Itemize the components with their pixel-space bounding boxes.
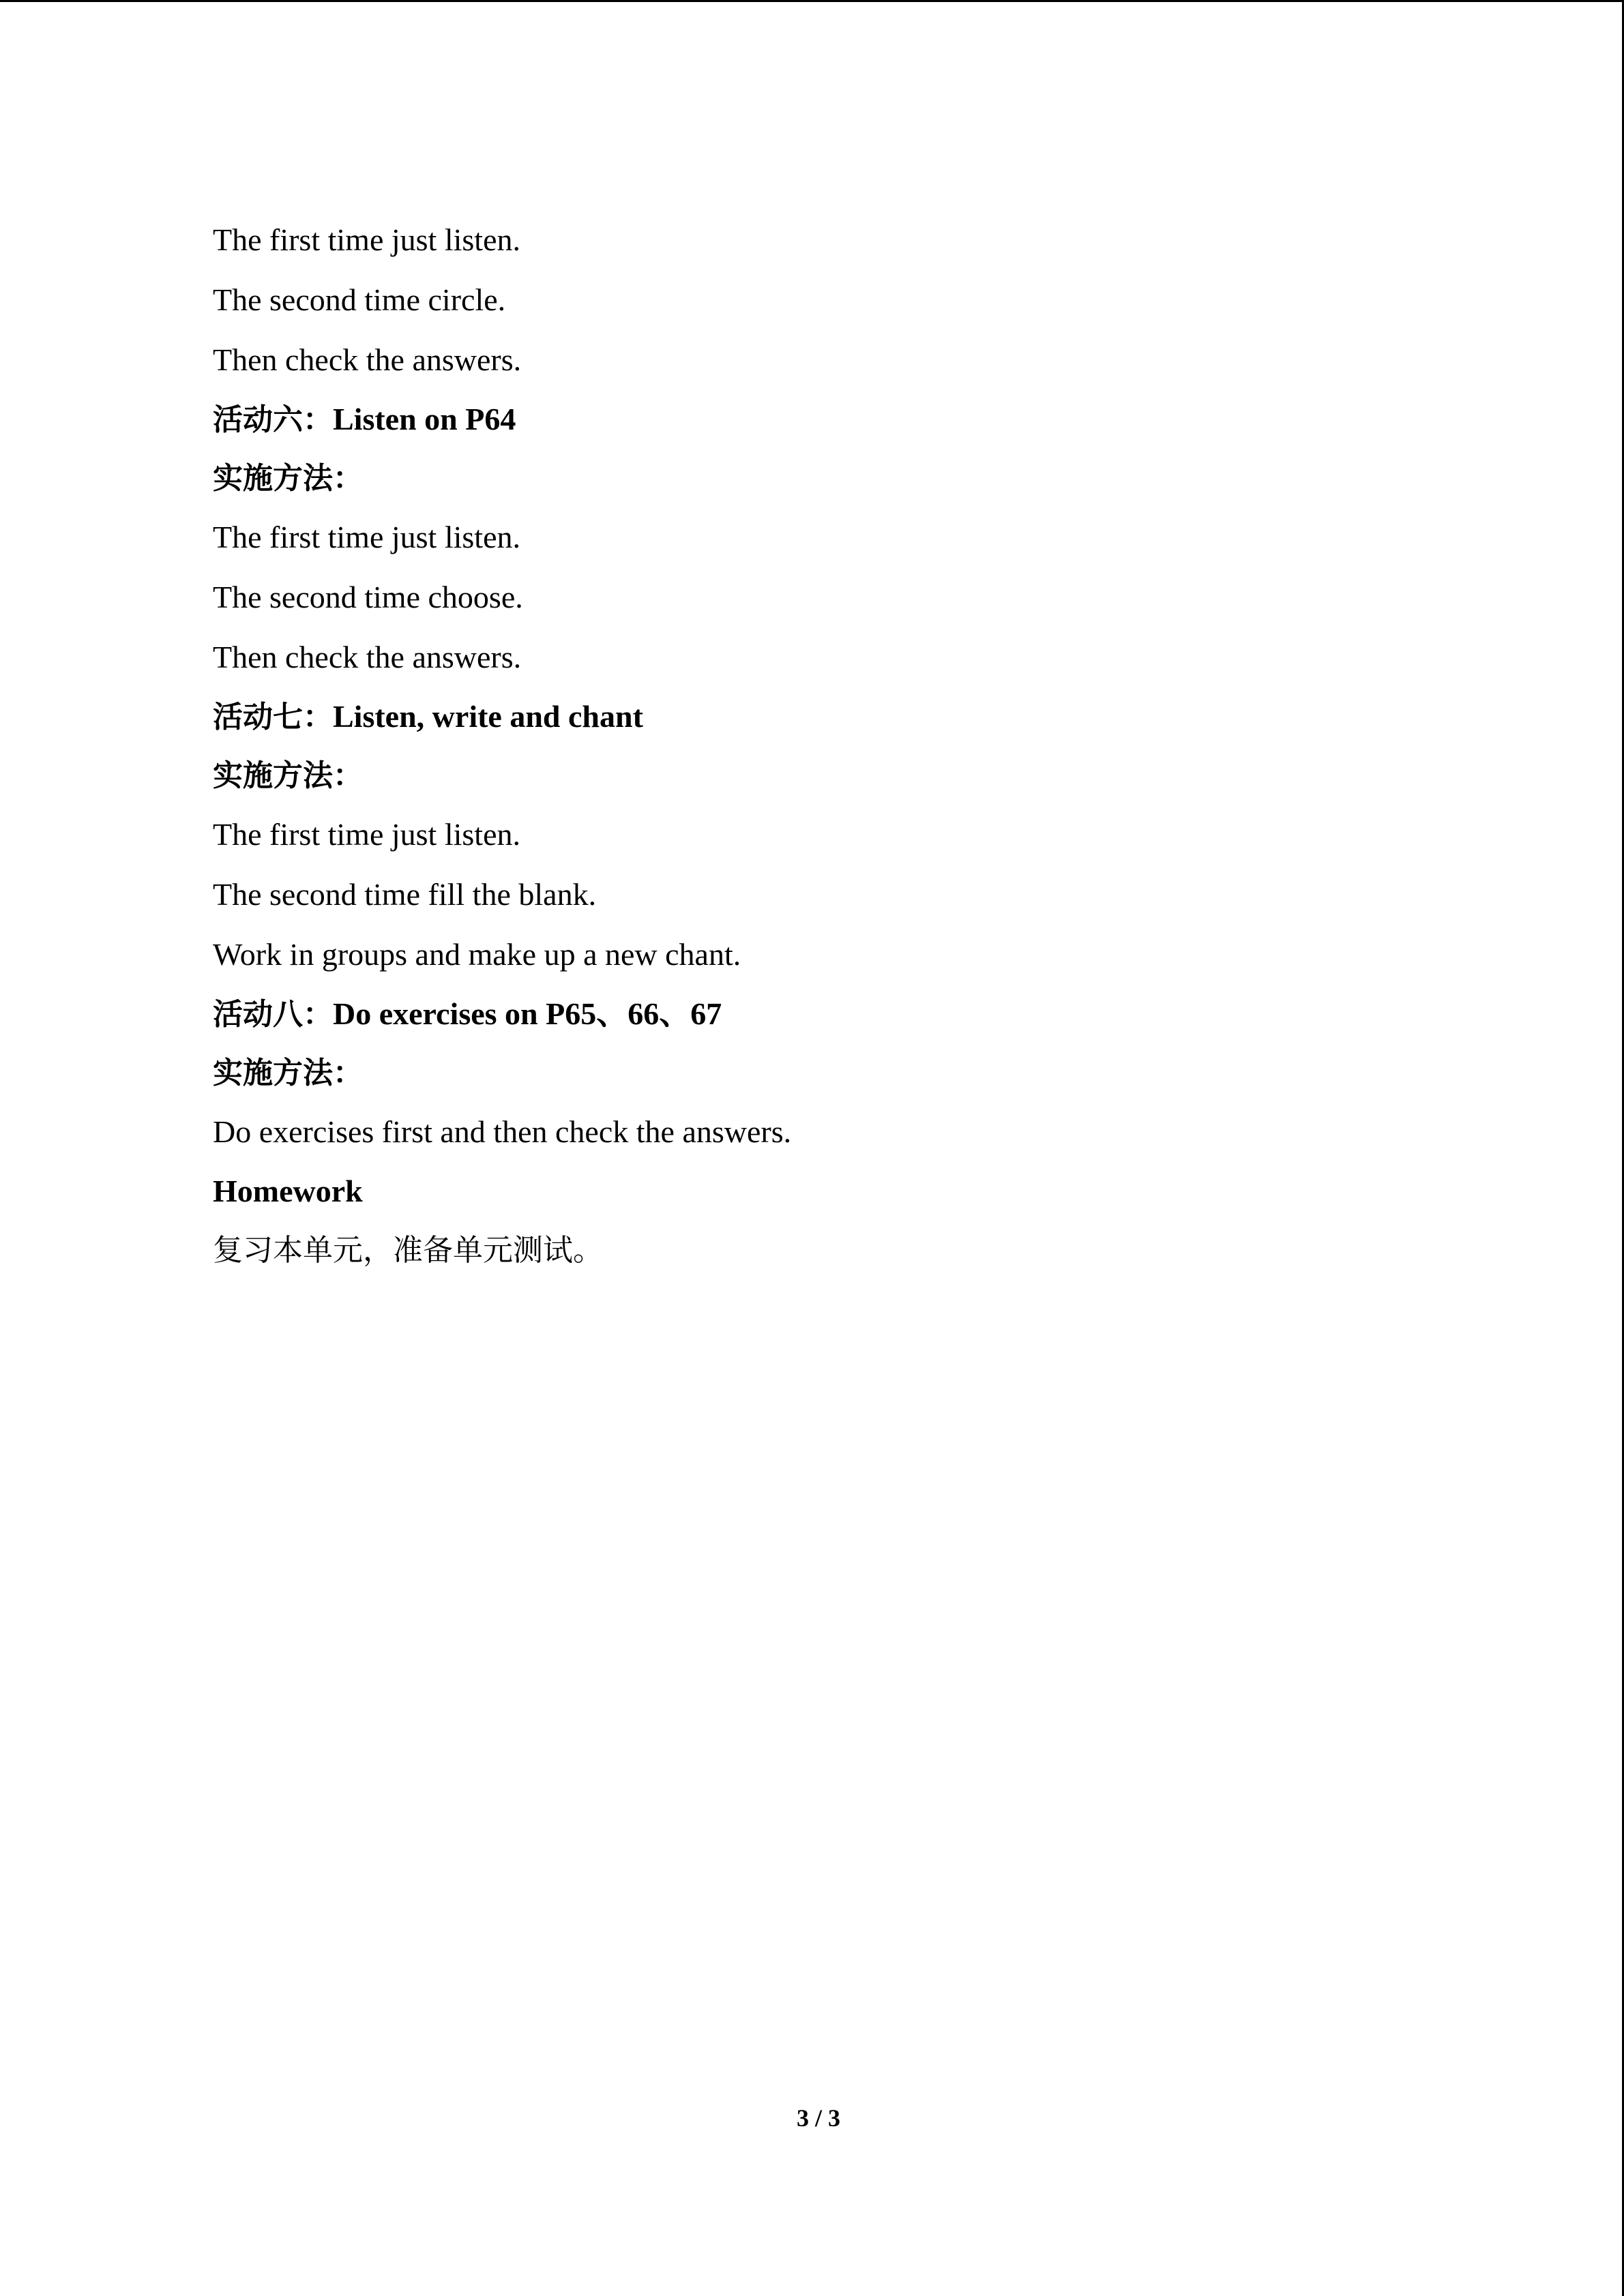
instruction-line: The first time just listen.: [213, 222, 520, 257]
activity-8-title: Do exercises on P65、66、67: [333, 996, 722, 1031]
instruction-line: The second time fill the blank.: [213, 877, 597, 912]
activity-6-heading: [213, 390, 1509, 449]
method-heading: [213, 1043, 1509, 1102]
activity-7-label: 活动七：: [213, 700, 333, 734]
instruction-line: Then check the answers.: [213, 640, 522, 674]
method-heading: [213, 449, 1509, 507]
instruction-line: The first time just listen.: [213, 817, 520, 852]
instruction-line: Work in groups and make up a new chant.: [213, 937, 741, 972]
page-number: 3 / 3: [796, 2104, 840, 2132]
activity-8-label: 活动八：: [213, 997, 333, 1032]
activity-6-title: Listen on P64: [333, 402, 516, 436]
method-label: 实施方法：: [213, 461, 363, 496]
instruction-line: The first time just listen.: [213, 520, 520, 554]
method-label: 实施方法：: [213, 1056, 363, 1090]
activity-7-title: Listen, write and chant: [333, 699, 643, 734]
instruction-line: The second time choose.: [213, 580, 523, 614]
instruction-line: Then check the answers.: [213, 342, 522, 377]
homework-heading: Homework: [213, 1174, 363, 1208]
method-heading: [213, 746, 1509, 805]
instruction-line: Do exercises first and then check the answers.: [213, 1114, 792, 1149]
activity-8-heading: [213, 985, 1509, 1043]
activity-6-label: 活动六：: [213, 402, 333, 437]
homework-text: 复习本单元，准备单元测试。: [213, 1233, 603, 1268]
activity-7-heading: [213, 687, 1509, 746]
method-label: 实施方法：: [213, 758, 363, 793]
page-content: [213, 210, 1509, 1281]
instruction-line: The second time circle.: [213, 282, 506, 317]
